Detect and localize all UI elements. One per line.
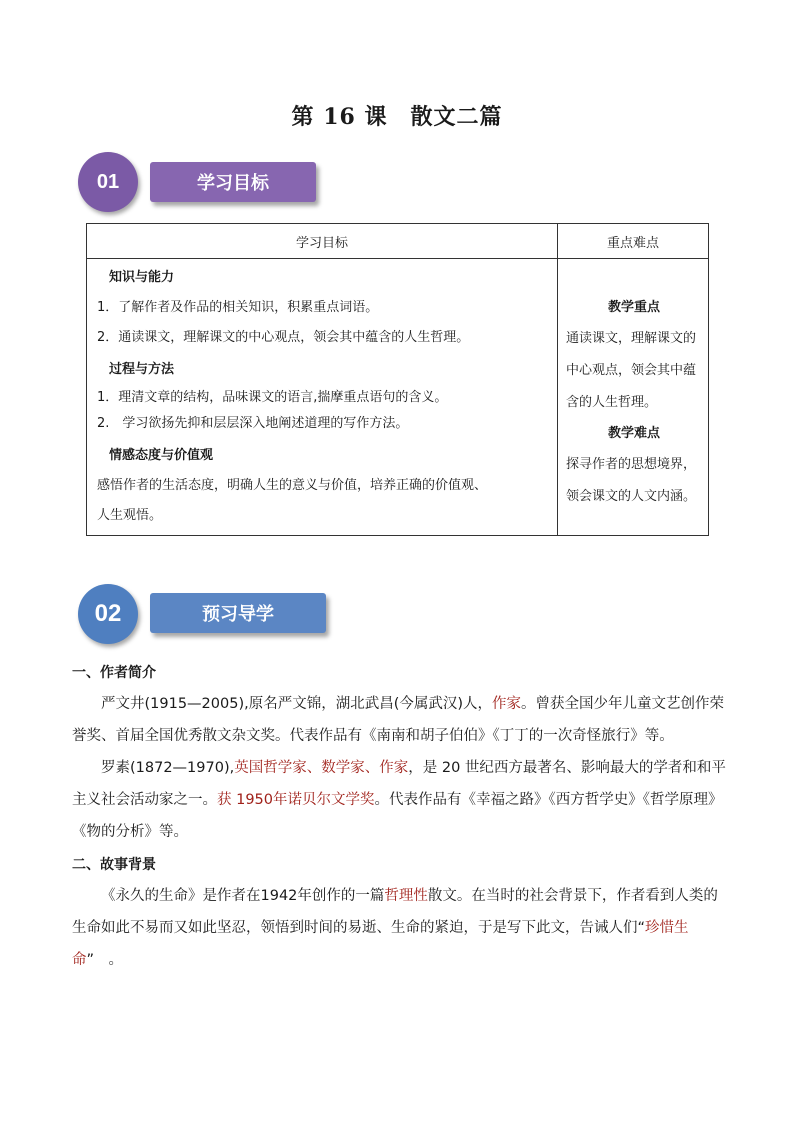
badge-label: 预习导学	[150, 593, 326, 633]
goal-section-heading: 情感态度与价值观	[109, 448, 214, 463]
goal-section-heading: 知识与能力	[109, 270, 175, 285]
page-title: 第 16 课 散文二篇	[291, 104, 503, 130]
difficulty-heading: 教学难点	[607, 426, 660, 441]
badge-label: 学习目标	[150, 162, 316, 202]
difficulty-text: 探寻作者的思想境界，领会课文的人文内涵。	[566, 457, 697, 504]
goal-line: 2．通读课文，理解课文的中心观点，领会其中蕴含的人生哲理。	[97, 330, 470, 345]
section-heading-author: 一、作者简介	[72, 665, 156, 681]
table-header-key-points: 重点难点	[558, 224, 709, 259]
highlight-text: 珍惜生命	[72, 920, 689, 968]
key-heading: 教学重点	[607, 300, 660, 315]
author-paragraph-1	[72, 688, 732, 752]
goal-line: 感悟作者的生活态度，明确人生的意义与价值，培养正确的价值观、	[97, 478, 488, 493]
goals-cell	[87, 259, 558, 536]
text-run: 散文。在当时的社会背景下，作者看到人类的生命如此不易而又如此坚忍，领悟到时间的易逝、生命的紧迫，于是写下此文，告诫人们“	[72, 888, 718, 936]
background-paragraph	[72, 880, 732, 976]
text-run: 严文井(1915—2005),原名严文锦，湖北武昌(今属武汉)人，	[101, 696, 493, 712]
text-run: ” 。	[86, 952, 124, 968]
text-run: 。曾获全国少年儿童文艺创作荣誉奖、首届全国优秀散文杂文奖。代表作品有《南南和胡子伯伯》《丁丁的一次奇怪旅行》等。	[72, 696, 725, 744]
key-text: 通读课文，理解课文的中心观点，领会其中蕴含的人生哲理。	[566, 331, 697, 410]
goal-line: 1．了解作者及作品的相关知识，积累重点词语。	[97, 300, 379, 315]
goal-line: 2. 学习欲扬先抑和层层深入地阐述道理的写作方法。	[97, 416, 409, 431]
key-points-cell	[558, 259, 709, 536]
highlight-text: 英国哲学家、数学家、作家	[234, 760, 409, 776]
text-run: ，是 20 世纪西方最著名、影响最大的学者和和平主义社会活动家之一。	[72, 760, 726, 808]
goal-line: 人生观悟。	[97, 508, 163, 523]
highlight-text: 获 1950年诺贝尔文学奖	[217, 792, 375, 808]
badge-number: 02	[78, 584, 138, 644]
table-header-goals: 学习目标	[87, 224, 558, 259]
author-paragraph-2	[72, 752, 732, 848]
text-run: 。代表作品有《幸福之路》《西方哲学史》《哲学原理》《物的分析》等。	[72, 792, 723, 840]
text-run: 罗素(1872—1970),	[101, 760, 235, 776]
goal-line: 1．理清文章的结构，品味课文的语言,揣摩重点语句的含义。	[97, 390, 448, 405]
badge-number: 01	[78, 152, 138, 212]
section-heading-background: 二、故事背景	[72, 857, 156, 873]
text-run: 《永久的生命》是作者在1942年创作的一篇	[101, 888, 385, 904]
highlight-text: 作家	[492, 696, 522, 712]
goal-section-heading: 过程与方法	[109, 362, 175, 377]
goals-table	[86, 223, 709, 536]
highlight-text: 哲理性	[384, 888, 428, 904]
